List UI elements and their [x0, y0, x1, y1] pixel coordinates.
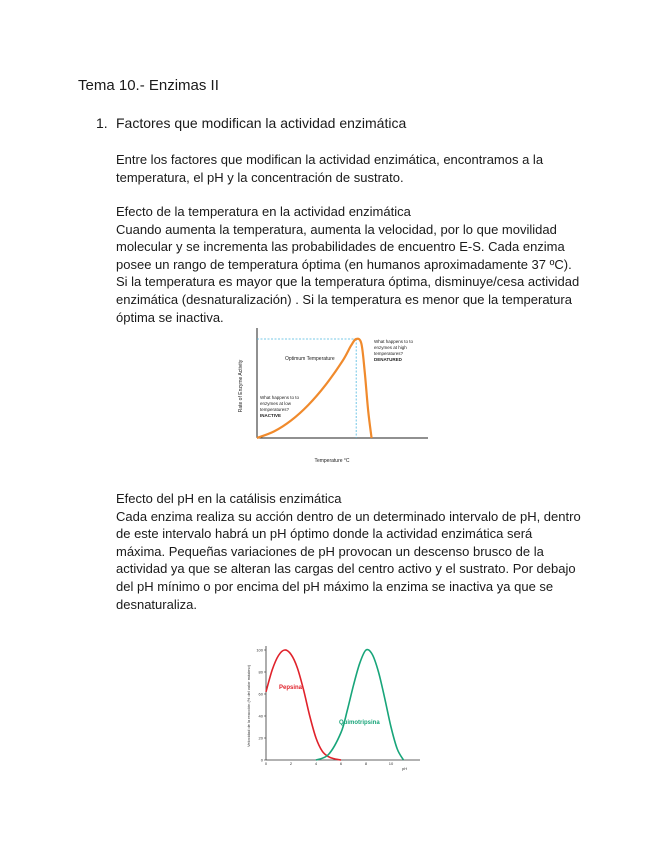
section-number: 1. — [96, 115, 108, 131]
ph-line: desnaturaliza. — [116, 596, 197, 612]
temperature-line: molecular y se incrementa las probabilidades de encuentro E-S. Cada enzima — [116, 239, 565, 255]
page-title: Tema 10.- Enzimas II — [78, 77, 219, 94]
ph-y-label: Velocidad de la reacción (% del valor máximo) — [246, 664, 251, 748]
section-heading — [96, 115, 406, 131]
ph-x-tick-label: 2 — [289, 761, 293, 766]
chymotrypsin-legend-label: Quimotripsina — [339, 720, 380, 726]
ph-y-tick-label: 100 — [256, 647, 263, 653]
intro-paragraph — [116, 151, 586, 186]
low-temp-note-line: temperatures? — [260, 407, 290, 412]
ph-x-label: pH — [402, 766, 408, 771]
ph-x-tick-label: 0 — [264, 761, 268, 766]
temperature-x-label: Temperature °C — [314, 458, 350, 464]
ph-y-tick-label: 60 — [258, 691, 263, 697]
temperature-line: Cuando aumenta la temperatura, aumenta la velocidad, por lo que movilidad — [116, 221, 557, 237]
intro-line: Entre los factores que modifican la actividad enzimática, encontramos a la — [116, 152, 544, 167]
temperature-y-label: Rate of Enzyme Activity — [238, 359, 244, 413]
temperature-line: posee un rango de temperatura óptima (en humanos aproximadamente 37 ºC). — [116, 256, 572, 272]
temperature-activity-curve — [257, 339, 372, 438]
ph-y-tick-label: 80 — [258, 669, 263, 675]
high-temp-note-line: temperatures? — [374, 351, 404, 356]
ph-line: de este intervalo habrá un pH óptimo donde la actividad enzimática será — [116, 526, 533, 542]
temperature-line: Si la temperatura es mayor que la temperatura óptima, disminuye/cesa actividad — [116, 274, 580, 290]
pepsin-legend-label: Pepsina — [279, 685, 303, 691]
ph-line: máxima. Pequeñas variaciones de pH provocan un descenso brusco de la — [116, 543, 544, 559]
low-temp-note-line: What happens to to — [260, 395, 300, 400]
temperature-chart — [228, 320, 438, 468]
temperature-line: óptima se inactiva. — [116, 309, 224, 325]
high-temp-note-line: DENATURED — [374, 357, 402, 362]
optimum-temperature-label: Optimum Temperature — [285, 356, 335, 362]
ph-line: Cada enzima realiza su acción dentro de un determinado intervalo de pH, dentro — [116, 508, 581, 524]
temperature-paragraph — [116, 203, 586, 326]
temperature-line: enzimática (desnaturalización) . Si la temperatura es menor que la temperatura — [116, 291, 572, 307]
section-title: Factores que modifican la actividad enzimática — [116, 115, 407, 131]
low-temp-note-line: enzymes at low — [260, 401, 292, 406]
chymotrypsin-curve — [316, 650, 404, 760]
temperature-subtitle: Efecto de la temperatura en la actividad enzimática — [116, 204, 411, 219]
ph-paragraph — [116, 490, 586, 613]
ph-line: actividad ya que se alteran las cargas del centro activo y el sustrato. Por debajo — [116, 561, 576, 577]
ph-x-tick-label: 4 — [314, 761, 318, 766]
ph-x-tick-label: 8 — [364, 761, 368, 766]
low-temp-note-line: INACTIVE — [260, 413, 282, 418]
pepsin-curve — [266, 650, 341, 760]
ph-y-tick-label: 0 — [260, 757, 263, 763]
high-temp-note-line: enzymes at high — [374, 345, 407, 350]
ph-subtitle: Efecto del pH en la catálisis enzimática — [116, 491, 342, 506]
ph-chart — [240, 640, 425, 775]
ph-y-tick-label: 20 — [258, 735, 263, 741]
ph-y-tick-label: 40 — [258, 713, 263, 719]
ph-x-tick-label: 10 — [388, 761, 394, 766]
ph-line: del pH mínimo o por encima del pH máximo la enzima se inactiva ya que se — [116, 578, 554, 594]
ph-x-tick-label: 6 — [339, 761, 343, 766]
high-temp-note-line: What happens to to — [374, 339, 414, 344]
intro-line: temperatura, el pH y la concentración de sustrato. — [116, 169, 404, 185]
